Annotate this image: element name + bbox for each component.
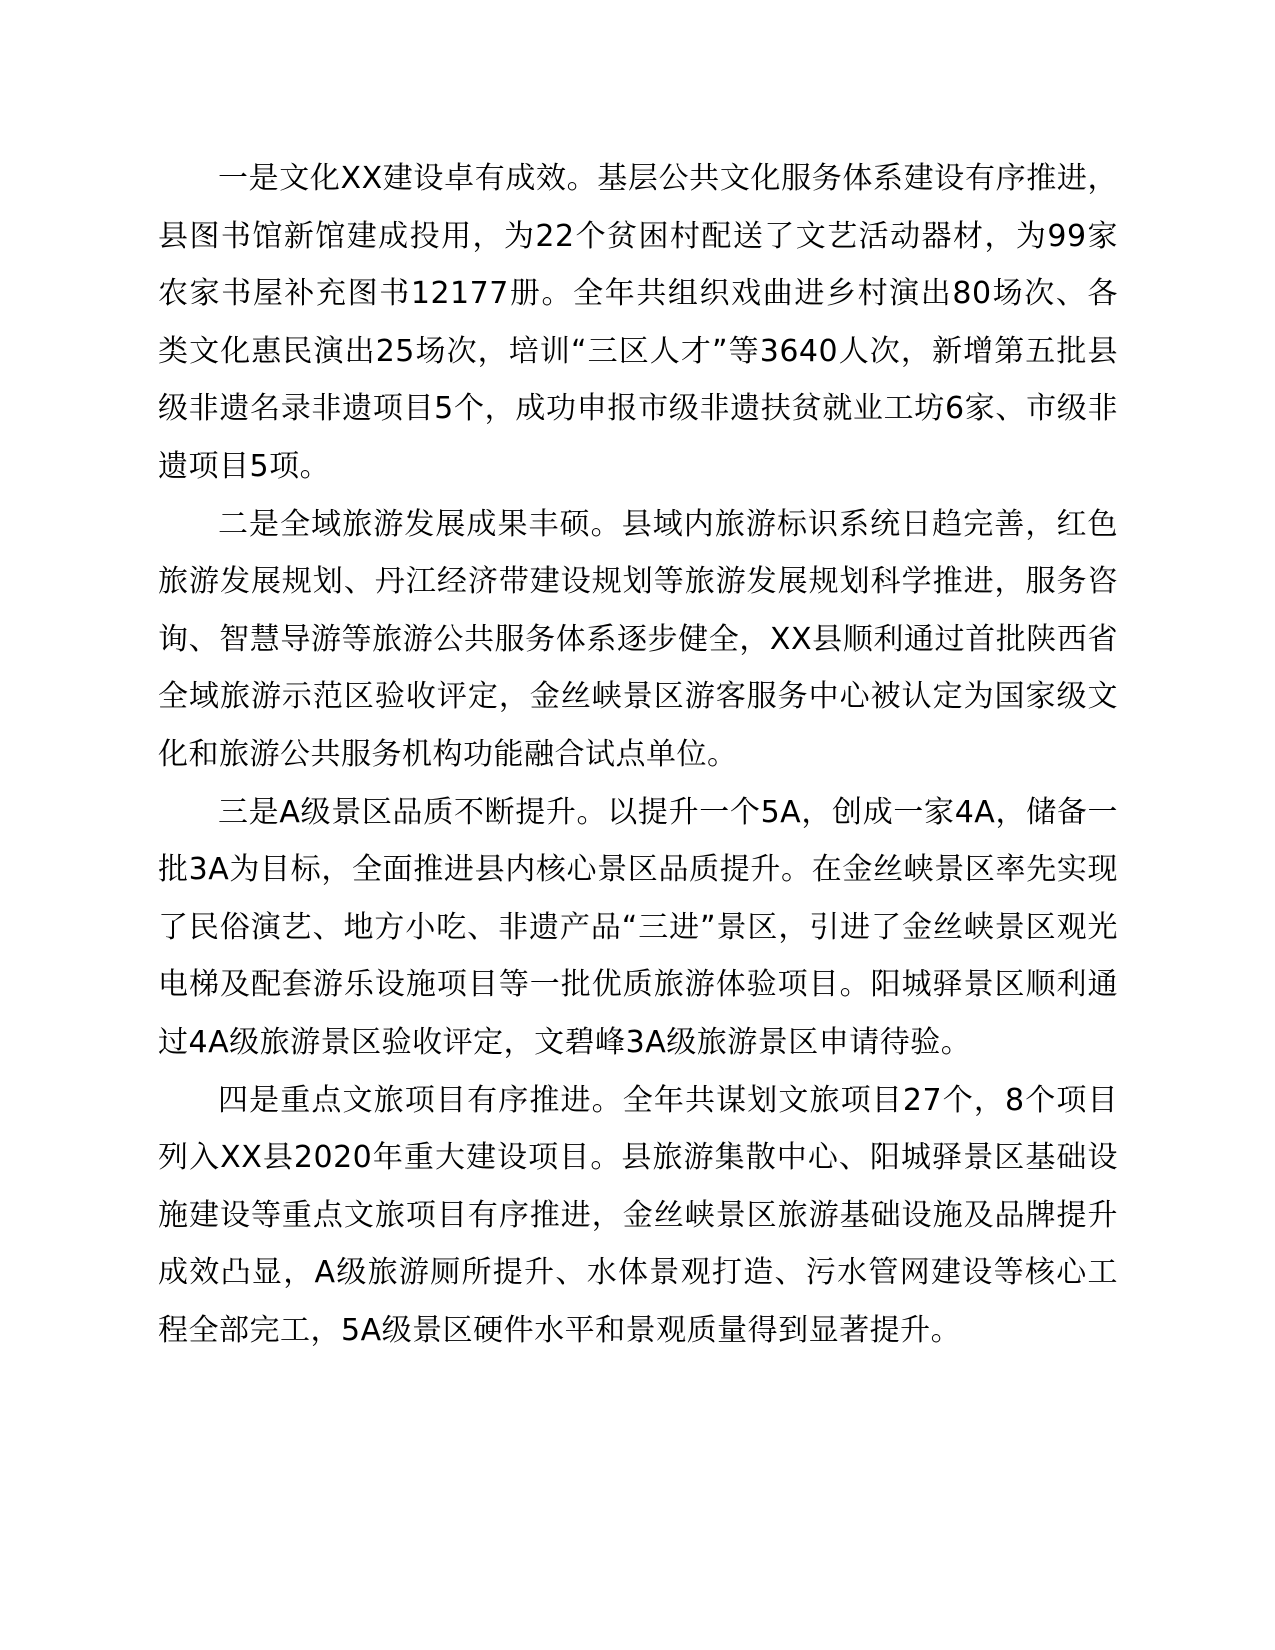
paragraph-tourism: 二是全域旅游发展成果丰硕。县域内旅游标识系统日趋完善，红色旅游发展规划、丹江经济带建设规划等旅游发展规划科学推进，服务咨询、智慧导游等旅游公共服务体系逐步健全，XX县顺利通过首批陕西省全域旅游示范区验收评定，金丝峡景区游客服务中心被认定为国家级文化和旅游公共服务机构功能融合试点单位。 xyxy=(158,506,1118,772)
document-body xyxy=(158,150,1118,1359)
paragraph-scenic-spots: 三是A级景区品质不断提升。以提升一个5A，创成一家4A，储备一批3A为目标，全面推进县内核心景区品质提升。在金丝峡景区率先实现了民俗演艺、地方小吃、非遗产品“三进”景区，引进了金丝峡景区观光电梯及配套游乐设施项目等一批优质旅游体验项目。阳城驿景区顺利通过4A级旅游景区验收评定，文碧峰3A级旅游景区申请待验。 xyxy=(158,794,1118,1060)
paragraph-culture: 一是文化XX建设卓有成效。基层公共文化服务体系建设有序推进，县图书馆新馆建成投用，为22个贫困村配送了文艺活动器材，为99家农家书屋补充图书12177册。全年共组织戏曲进乡村演出80场次、各类文化惠民演出25场次，培训“三区人才”等3640人次，新增第五批县级非遗名录非遗项目5个，成功申报市级非遗扶贫就业工坊6家、市级非遗项目5项。 xyxy=(158,161,1118,484)
paragraph-key-projects: 四是重点文旅项目有序推进。全年共谋划文旅项目27个，8个项目列入XX县2020年重大建设项目。县旅游集散中心、阳城驿景区基础设施建设等重点文旅项目有序推进，金丝峡景区旅游基础设施及品牌提升成效凸显，A级旅游厕所提升、水体景观打造、污水管网建设等核心工程全部完工，5A级景区硬件水平和景观质量得到显著提升。 xyxy=(158,1082,1118,1348)
